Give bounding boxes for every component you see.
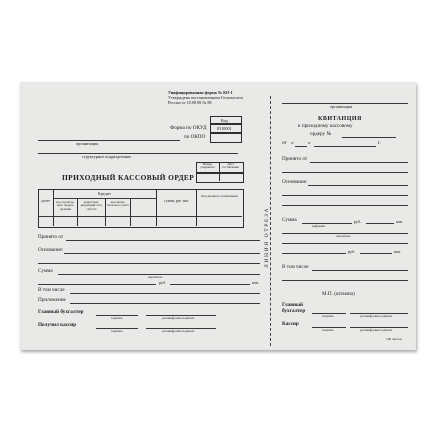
chief-signature-caption: подпись [111, 316, 123, 320]
cashier-signature-caption: подпись [111, 329, 123, 333]
receipt-sum-words-field-2 [282, 243, 408, 244]
credit-sub-account: корреспон- дирующий счет, субсчет [80, 201, 103, 211]
receipt-basis-field [308, 185, 408, 186]
receipt-chief-signature-caption: подпись [322, 314, 334, 318]
receipt-basis-field-2 [282, 195, 408, 196]
receipt-year-label: г. [378, 140, 381, 146]
chief-accountant-label: Главный бухгалтер [38, 309, 84, 315]
receipt-including-field-2 [282, 280, 408, 281]
receipt-stamp-label: М.П. (штампа) [322, 291, 355, 297]
rub-label: руб. [159, 279, 167, 285]
cash-order-form [20, 82, 416, 350]
receipt-words-hint: прописью [336, 233, 351, 238]
basis-label: Основание: [38, 247, 64, 253]
okud-label: Форма по ОКУД [170, 125, 207, 131]
order-title: ПРИХОДНЫЙ КАССОВЫЙ ОРДЕР [62, 173, 195, 182]
receipt-cashier-decoding-caption: расшифровка подписи [360, 328, 393, 332]
sum-label: Сумма [38, 268, 53, 274]
receipt-basis-label: Основание: [282, 179, 308, 185]
sheets-count: 100 листов [386, 337, 402, 341]
receipt-accepted-from-field [310, 162, 408, 163]
accepted-from-field [66, 240, 260, 241]
including-field [70, 293, 260, 294]
including-label: В том числе [38, 287, 65, 293]
doc-value-box [196, 172, 244, 183]
approval-date-line: России от 18.08.98 № 88 [168, 100, 212, 105]
sum-words-field-2 [38, 284, 156, 285]
receipt-kop-label-2: коп. [394, 248, 402, 254]
receipt-sum-label: Сумма [282, 217, 297, 223]
receipt-day-field [295, 146, 307, 147]
basis-field [64, 253, 260, 254]
cashier-decoding-caption: расшифровка подписи [162, 329, 195, 333]
receipt-rub-label-2: руб. [348, 248, 356, 254]
division-line [38, 153, 238, 154]
receipt-basis-field-3 [282, 205, 408, 206]
receipt-sum-words-field-3 [282, 253, 346, 254]
table-col-divider [130, 198, 131, 226]
purpose-code-header: Код целевого назначения [201, 195, 238, 198]
receipt-accepted-from-field-2 [282, 172, 408, 173]
receipt-accepted-from-label: Принято от [282, 156, 308, 162]
kop-label: коп. [252, 279, 260, 285]
organization-line [38, 140, 180, 141]
receipt-quote-close: » [308, 140, 311, 146]
receipt-quote-open: « [291, 140, 294, 146]
kop-field [170, 284, 250, 285]
receipt-subtitle-1: к приходному кассовому [298, 123, 353, 129]
appendix-field [70, 303, 260, 304]
receipt-month-field [314, 146, 376, 147]
credit-header: Кредит [98, 191, 111, 196]
code-label: Код [221, 117, 228, 123]
receipt-chief-accountant-2: бухгалтер [282, 308, 306, 314]
credit-sub-analytics: код анали- тического учета [107, 201, 129, 208]
accepted-from-label: Принято от [38, 234, 64, 240]
organization-caption: организация [76, 140, 99, 146]
appendix-label: Приложение [38, 297, 66, 303]
receipt-number-field [342, 137, 396, 138]
receipt-from-label: от [282, 140, 287, 146]
receipt-chief-decoding-caption: расшифровка подписи [360, 314, 393, 318]
approval-line: Утверждена постановлением Госкомстата [168, 95, 243, 100]
sum-words-hint: прописью [148, 274, 163, 279]
receipt-organization-caption: организация [330, 103, 353, 109]
chief-decoding-caption: расшифровка подписи [162, 316, 195, 320]
cut-line-label: ЛИНИЯ ОТРЕЗА [264, 206, 270, 268]
amount-header: Сумма, руб. коп. [163, 200, 190, 203]
table-col-divider [156, 189, 157, 226]
basis-field-2 [38, 263, 260, 264]
okud-value: 0310001 [217, 125, 232, 131]
receipt-kop-field-2 [360, 253, 392, 254]
cut-line [270, 96, 271, 346]
receipt-including-label: В том числе [282, 264, 309, 270]
receipt-kop-field [366, 223, 394, 224]
table-header-bottom [38, 216, 242, 217]
okpo-label: по ОКПО [184, 134, 206, 140]
receipt-digits-hint: цифрами [312, 223, 325, 228]
receipt-including-field [312, 270, 408, 271]
doc-date-label: Дата составления [222, 163, 239, 170]
receipt-chief-accountant-1: Главный [282, 302, 304, 308]
form-number-line: Унифицированная форма № КО-1 [168, 90, 233, 95]
receipt-subtitle-2: ордеру № [310, 131, 332, 137]
division-caption: структурное подразделение [82, 153, 132, 159]
receipt-cashier-signature-caption: подпись [322, 328, 334, 332]
received-cashier-label: Получил кассир [38, 322, 77, 328]
receipt-cashier-label: Кассир [282, 321, 299, 327]
doc-number-label: Номер документа [200, 163, 215, 170]
credit-sub-division: код структур- ного подраз- деления [56, 201, 75, 211]
okpo-value-box [210, 132, 242, 143]
receipt-title: КВИТАНЦИЯ [318, 116, 362, 122]
receipt-rub-label: руб. [354, 218, 362, 224]
receipt-kop-label: коп. [396, 218, 404, 224]
receipt-sum-digits-field [302, 223, 352, 224]
debit-header: Дебет [40, 200, 51, 203]
